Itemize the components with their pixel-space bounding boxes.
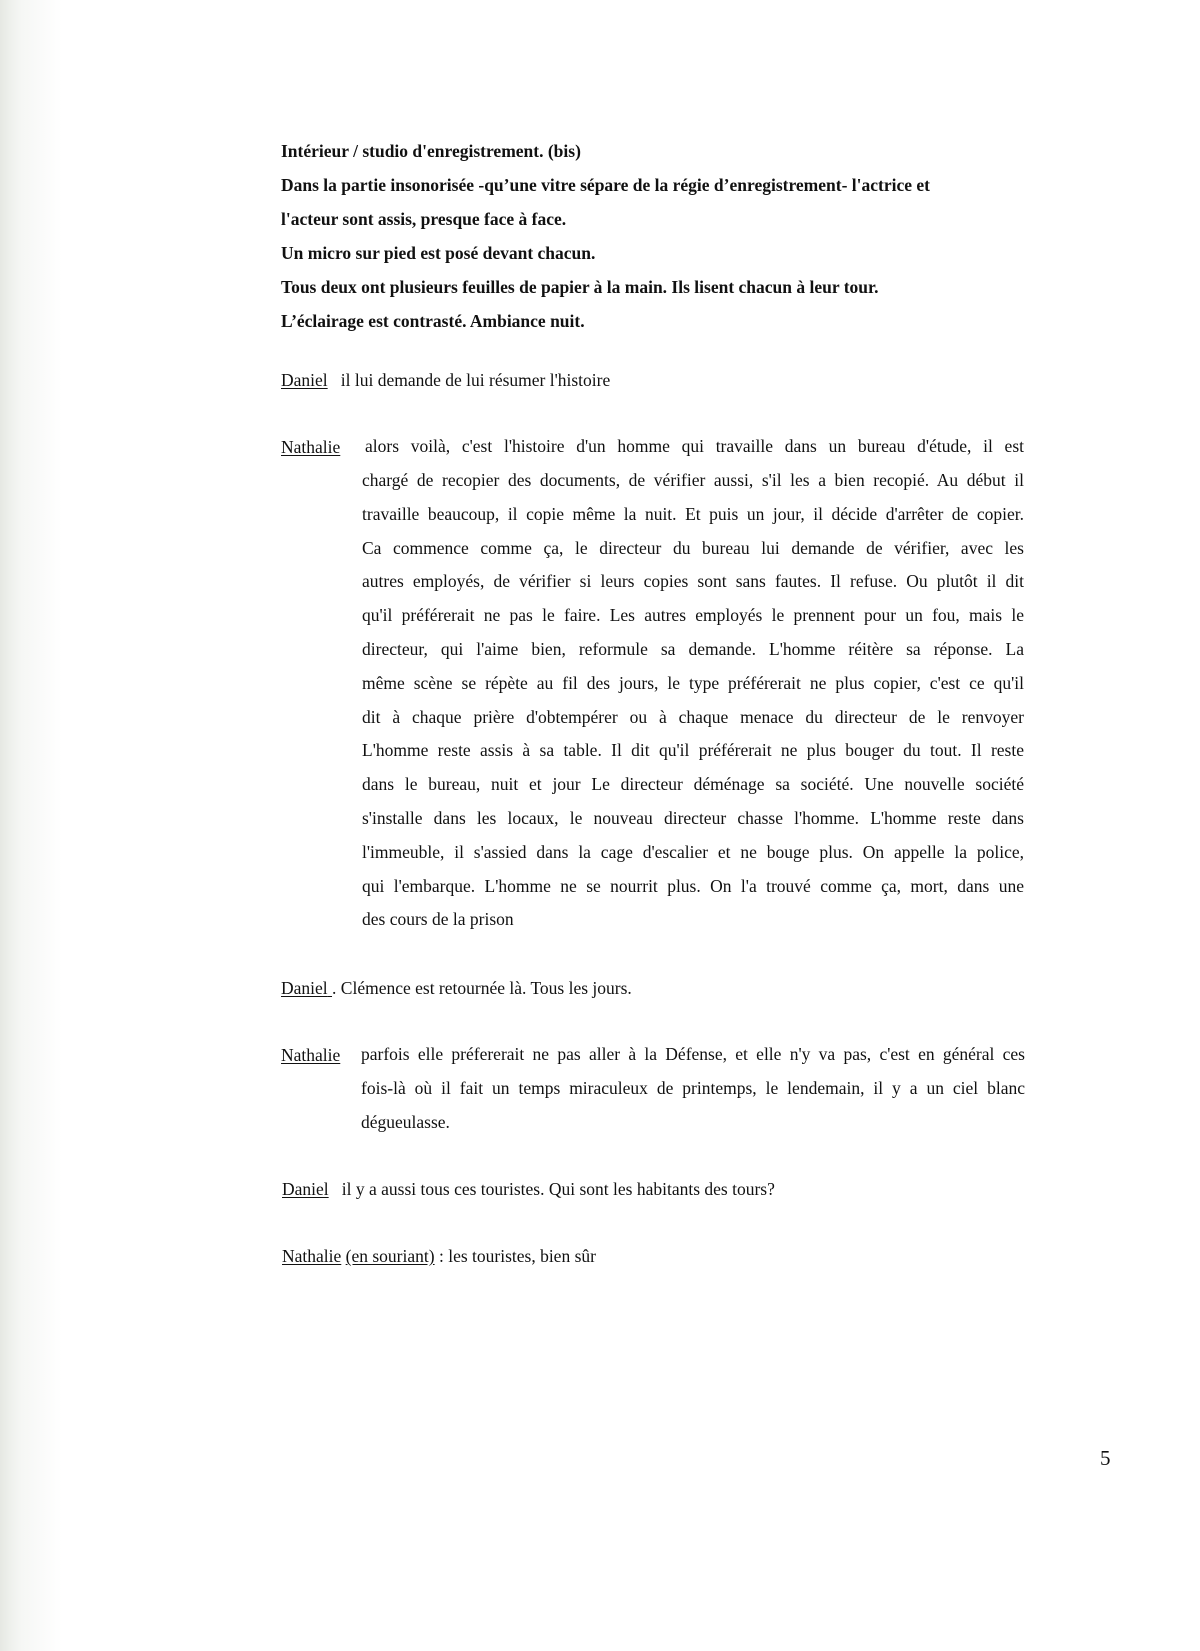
speaker-name: Daniel: [281, 978, 328, 998]
dialogue-speaker-nathalie: [281, 1038, 340, 1072]
dialogue-entry-daniel: [281, 363, 610, 397]
dialogue-line: dégueulasse.: [361, 1111, 450, 1132]
dialogue-line: L'homme reste assis à sa table. Il dit qu'il préférerait ne plus bouger du tout. Il reste: [362, 740, 1024, 761]
stage-direction-line: Tous deux ont plusieurs feuilles de papier à la main. Ils lisent chacun à leur tour.: [281, 277, 879, 297]
dialogue-line: Ca commence comme ça, le directeur du bureau lui demande de vérifier, avec les: [362, 537, 1024, 558]
stage-direction-line: Intérieur / studio d'enregistrement. (bis): [281, 141, 581, 161]
stage-direction-line: l'acteur sont assis, presque face à face.: [281, 209, 567, 229]
dialogue-text: : les touristes, bien sûr: [438, 1246, 596, 1266]
speaker-name: Daniel: [281, 370, 328, 390]
dialogue-paragraph: [362, 464, 1024, 937]
page-number: 5: [1100, 1446, 1111, 1470]
dialogue-text: Clémence est retournée là. Tous les jours.: [340, 978, 632, 998]
speaker-name: Daniel: [282, 1179, 329, 1199]
dialogue-paragraph: [361, 1038, 1025, 1139]
speaker-name: Nathalie: [281, 437, 341, 457]
stage-direction-line: Un micro sur pied est posé devant chacun.: [281, 243, 596, 263]
stage-direction-line: Dans la partie insonorisée -qu’une vitre sépare de la régie d’enregistrement- l'actrice et: [281, 175, 930, 195]
speaker-name: Nathalie: [281, 1045, 341, 1065]
dialogue-line: des cours de la prison: [362, 909, 514, 930]
dialogue-speaker-nathalie: [281, 430, 340, 464]
dialogue-entry-nathalie: [282, 1239, 596, 1273]
speaker-separator: .: [332, 978, 337, 998]
dialogue-entry-daniel: [281, 971, 632, 1005]
dialogue-line: fois-là où il fait un temps miraculeux de printemps, le lendemain, il y a un ciel blanc: [361, 1077, 1025, 1098]
dialogue-line: directeur, qui l'aime bien, reformule sa demande. L'homme réitère sa réponse. La: [362, 638, 1024, 659]
dialogue-line: qu'il préférerait ne pas le faire. Les autres employés le prennent pour un fou, mais le: [362, 605, 1024, 626]
dialogue-line: même scène se répète au fil des jours, le type préférerait ne plus copier, c'est ce qu'il: [362, 672, 1024, 693]
dialogue-line: alors voilà, c'est l'histoire d'un homme qui travaille dans un bureau d'étude, il est: [365, 436, 1024, 456]
dialogue-text: il y a aussi tous ces touristes. Qui sont les habitants des tours?: [341, 1179, 775, 1199]
dialogue-line: dit à chaque prière d'obtempérer ou à chaque menace du directeur de le renvoyer: [362, 706, 1024, 727]
dialogue-line: dans le bureau, nuit et jour Le directeur déménage sa société. Une nouvelle société: [362, 774, 1024, 795]
dialogue-text: il lui demande de lui résumer l'histoire: [340, 370, 611, 390]
dialogue-line: parfois elle préfererait ne pas aller à la Défense, et elle n'y va pas, c'est en général ces: [361, 1044, 1025, 1064]
stage-direction-line: L’éclairage est contrasté. Ambiance nuit.: [281, 311, 585, 331]
dialogue-entry-daniel: [282, 1172, 775, 1206]
dialogue-line: chargé de recopier des documents, de vérifier aussi, s'il les a bien recopié. Au début il: [362, 470, 1024, 490]
dialogue-line: l'immeuble, il s'assied dans la cage d'escalier et ne bouge plus. On appelle la police,: [362, 841, 1024, 862]
dialogue-line: autres employés, de vérifier si leurs copies sont sans fautes. Il refuse. Ou plutôt il dit: [362, 571, 1024, 592]
stage-directions: [281, 134, 1041, 338]
stage-direction-inline: (en souriant): [345, 1246, 435, 1266]
dialogue-line: s'installe dans les locaux, le nouveau directeur chasse l'homme. L'homme reste dans: [362, 807, 1024, 828]
dialogue-line: qui l'embarque. L'homme ne se nourrit plus. On l'a trouvé comme ça, mort, dans une: [362, 875, 1024, 896]
dialogue-paragraph: [365, 430, 1024, 464]
speaker-name: Nathalie: [282, 1246, 342, 1266]
dialogue-line: travaille beaucoup, il copie même la nuit. Et puis un jour, il décide d'arrêter de copier.: [362, 503, 1024, 524]
